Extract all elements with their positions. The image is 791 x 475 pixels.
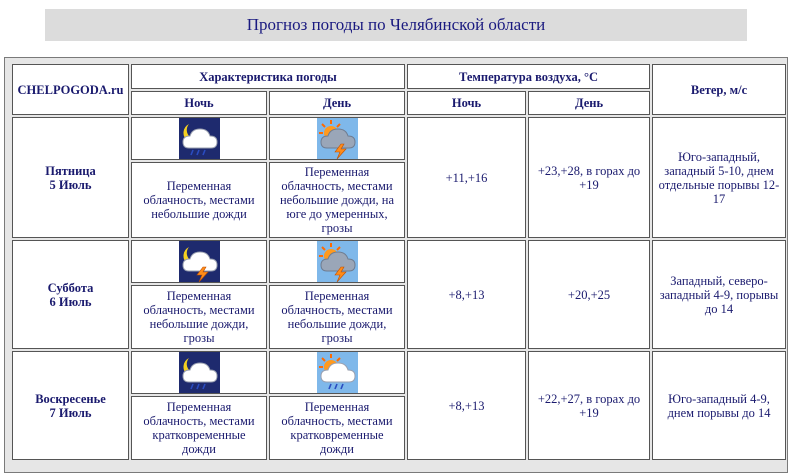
wind: Западный, северо-западный 4-9, порывы до 14 <box>652 240 786 349</box>
day-date: 6 Июль <box>49 294 92 309</box>
day-date: 7 Июль <box>49 405 92 420</box>
wind: Юго-западный, западный 5-10, днем отдельные порывы 12-17 <box>652 117 786 238</box>
night-thunderstorm-icon <box>179 241 220 282</box>
forecast-table <box>10 62 788 462</box>
header-weather: Характеристика погоды <box>131 64 405 89</box>
day-desc: Переменная облачность, местами небольшие дожди, грозы <box>269 285 405 349</box>
day-thunderstorm-icon <box>317 241 358 282</box>
night-cloudy-rain-icon <box>179 352 220 393</box>
table-row-day <box>12 351 129 460</box>
day-temp: +20,+25 <box>528 240 650 349</box>
night-desc: Переменная облачность, местами небольшие дожди <box>131 162 267 238</box>
day-temp: +23,+28, в горах до +19 <box>528 117 650 238</box>
header-temperature: Температура воздуха, °С <box>407 64 650 89</box>
night-temp: +8,+13 <box>407 240 526 349</box>
table-row-day <box>12 117 129 238</box>
forecast-frame <box>4 57 788 473</box>
header-weather-day: День <box>269 91 405 115</box>
day-date: 5 Июль <box>49 177 92 192</box>
day-cloudy-rain-icon <box>317 352 358 393</box>
day-name: Воскресенье <box>35 391 106 406</box>
day-icon-cell <box>269 117 405 160</box>
header-temp-day: День <box>528 91 650 115</box>
header-weather-night: Ночь <box>131 91 267 115</box>
night-temp: +8,+13 <box>407 351 526 460</box>
day-thunderstorm-icon <box>317 118 358 159</box>
wind: Юго-западный 4-9, днем порывы до 14 <box>652 351 786 460</box>
night-desc: Переменная облачность, местами небольшие дожди, грозы <box>131 285 267 349</box>
night-temp: +11,+16 <box>407 117 526 238</box>
day-temp: +22,+27, в горах до +19 <box>528 351 650 460</box>
day-desc: Переменная облачность, местами кратковременные дожди <box>269 396 405 460</box>
table-row-day <box>12 240 129 349</box>
day-name: Пятница <box>45 163 96 178</box>
header-wind: Ветер, м/с <box>652 64 786 115</box>
brand-label: CHELPOGODA.ru <box>12 64 129 115</box>
page-title: Прогноз погоды по Челябинской области <box>45 9 747 41</box>
night-cloudy-rain-icon <box>179 118 220 159</box>
day-desc: Переменная облачность, местами небольшие дожди, на юге до умеренных, грозы <box>269 162 405 238</box>
night-desc: Переменная облачность, местами кратковременные дожди <box>131 396 267 460</box>
night-icon-cell <box>131 351 267 394</box>
header-temp-night: Ночь <box>407 91 526 115</box>
night-icon-cell <box>131 240 267 283</box>
night-icon-cell <box>131 117 267 160</box>
day-name: Суббота <box>47 280 94 295</box>
day-icon-cell <box>269 240 405 283</box>
day-icon-cell <box>269 351 405 394</box>
